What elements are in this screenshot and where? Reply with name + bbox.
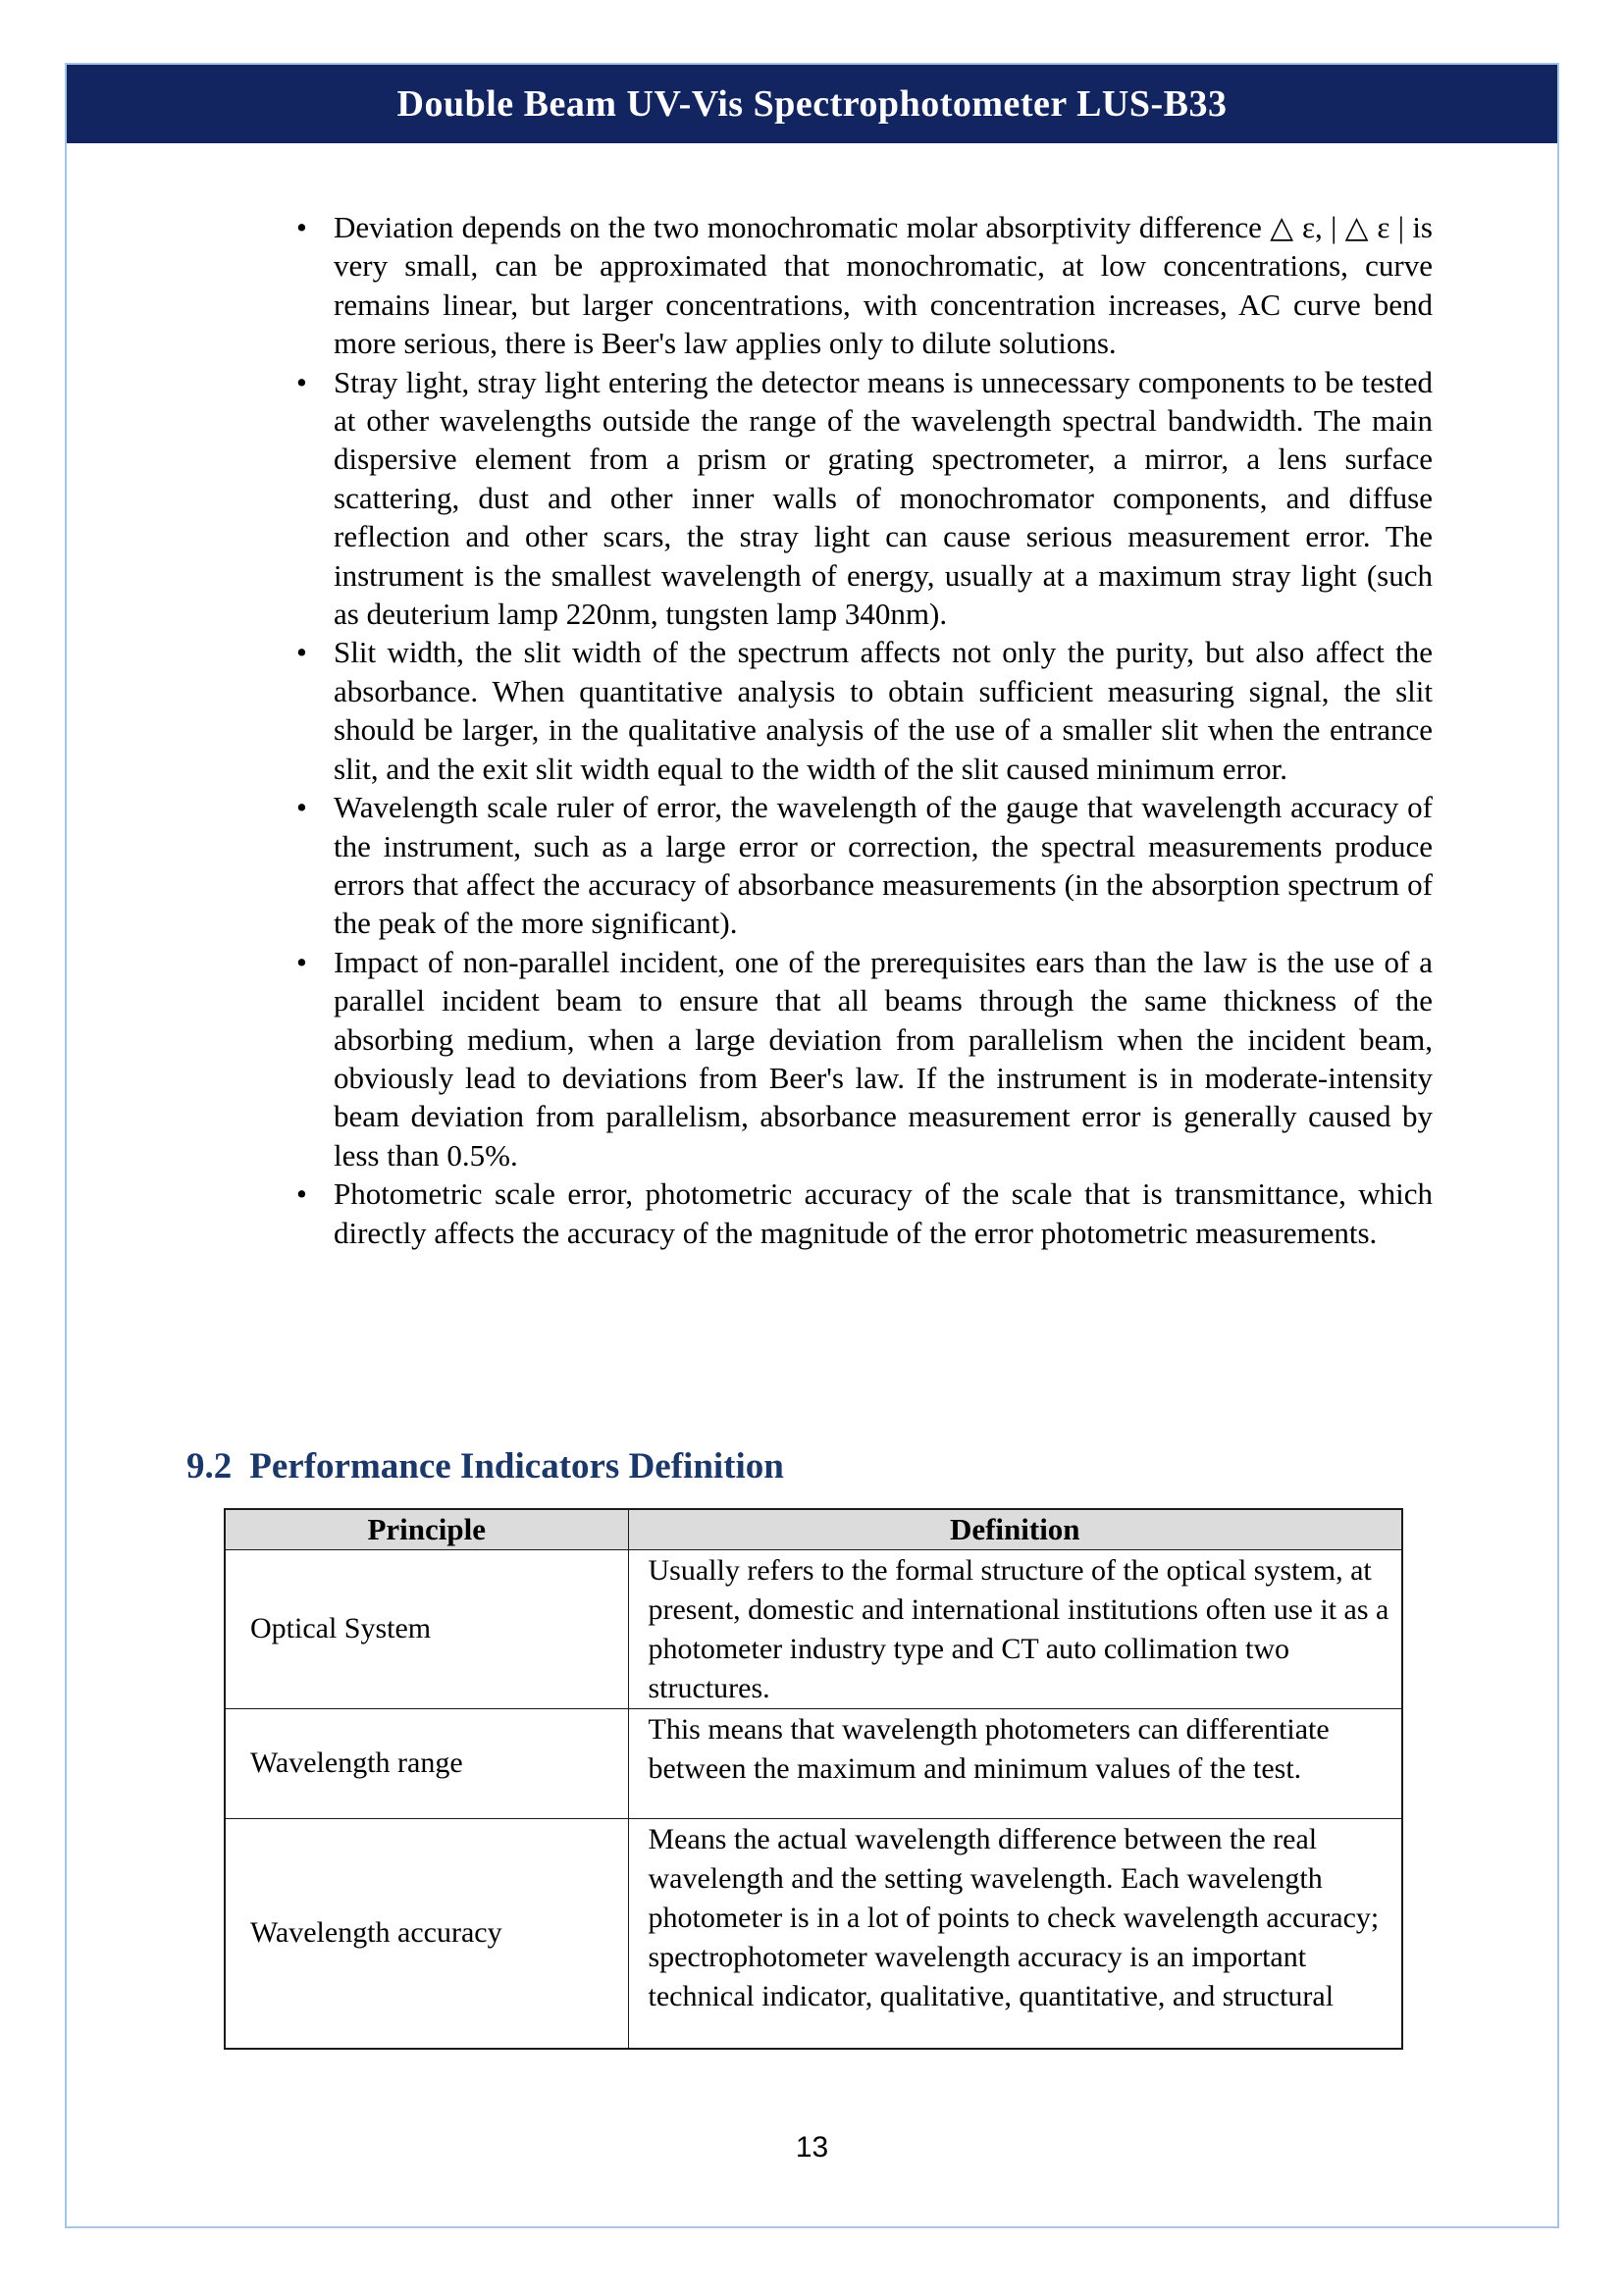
- page-border-frame: [65, 63, 1559, 2228]
- bullet-text: Slit width, the slit width of the spectrum affects not only the purity, but also affect the absorbance. When quantitative analysis to obtain sufficient measuring signal, the slit should be larger, in the qualitative analysis of the use of a smaller slit when the entrance slit, and the exit slit width equal to the width of the slit caused minimum error.: [334, 635, 1433, 786]
- bullet-text: Impact of non-parallel incident, one of the prerequisites ears than the law is the use of a parallel incident beam to ensure that all beams through the same thickness of the absorbing medium, when a large deviation from parallelism when the incident beam, obviously lead to deviations from Beer's law. If the instrument is in moderate-intensity beam deviation from parallelism, absorbance measurement error is generally caused by less than 0.5%.: [334, 944, 1433, 1173]
- table-header-definition: Definition: [628, 1509, 1402, 1549]
- bullet-text: Stray light, stray light entering the detector means is unnecessary components to be tested at other wavelengths outside the range of the wavelength spectral bandwidth. The main dispersive element from a prism or grating spectrometer, a mirror, a lens surface scattering, dust and other inner walls of monochromator components, and diffuse reflection and other scars, the stray light can cause serious measurement error. The instrument is the smallest wavelength of energy, usually at a maximum stray light (such as deuterium lamp 220nm, tungsten lamp 340nm).: [334, 364, 1433, 632]
- definition-cell: This means that wavelength photometers can differentiate between the maximum and minimum values of the test.: [628, 1708, 1402, 1818]
- section-heading: [186, 1444, 1462, 1489]
- principle-cell: Wavelength range: [225, 1708, 628, 1818]
- bullet-item-stray-light: [186, 363, 1433, 634]
- table-row-wavelength-accuracy: [225, 1818, 1402, 2049]
- definition-cell: Means the actual wavelength difference between the real wavelength and the setting wavelength. Each wavelength photometer is in a lot of points to check wavelength accuracy; spectrophotometer wavelength accuracy is an important technical indicator, qualitative, quantitative, and structural: [628, 1818, 1402, 2049]
- document-header-bar: [67, 65, 1557, 143]
- definition-table: [224, 1508, 1403, 2050]
- bullet-text: Wavelength scale ruler of error, the wavelength of the gauge that wavelength accuracy of the instrument, such as a large error or correction, the spectral measurements produce errors that affect the accuracy of absorbance measurements (in the absorption spectrum of the peak of the more significant).: [334, 790, 1433, 941]
- definition-cell: Usually refers to the formal structure of the optical system, at present, domestic and international institutions often use it as a photometer industry type and CT auto collimation two structures.: [628, 1549, 1402, 1708]
- bullet-text: Deviation depends on the two monochromatic molar absorptivity difference △ ε, | △ ε | is very small, can be approximated that monochromatic, at low concentrations, curve remains linear, but larger concentrations, with concentration increases, AC curve bend more serious, there is Beer's law applies only to dilute solutions.: [334, 210, 1433, 361]
- table-row-wavelength-range: [225, 1708, 1402, 1818]
- section-title: Performance Indicators Definition: [249, 1446, 784, 1487]
- bullet-list: [186, 208, 1433, 1252]
- bullet-item-slit-width: [186, 633, 1433, 788]
- bullet-item-non-parallel: [186, 943, 1433, 1174]
- table-row-optical-system: [225, 1549, 1402, 1708]
- page-number: 13: [795, 2131, 829, 2164]
- table-header-principle: Principle: [225, 1509, 628, 1549]
- bullet-item-deviation: [186, 208, 1433, 363]
- principle-cell: Optical System: [225, 1549, 628, 1708]
- bullet-item-photometric-scale: [186, 1174, 1433, 1252]
- section-number: 9.2: [186, 1446, 233, 1487]
- document-title: Double Beam UV-Vis Spectrophotometer LUS-B33: [396, 83, 1228, 125]
- table-header-row: [225, 1509, 1402, 1549]
- bullet-text: Photometric scale error, photometric accuracy of the scale that is transmittance, which directly affects the accuracy of the magnitude of the error photometric measurements.: [334, 1176, 1433, 1250]
- principle-cell: Wavelength accuracy: [225, 1818, 628, 2049]
- bullet-item-wavelength-scale: [186, 788, 1433, 943]
